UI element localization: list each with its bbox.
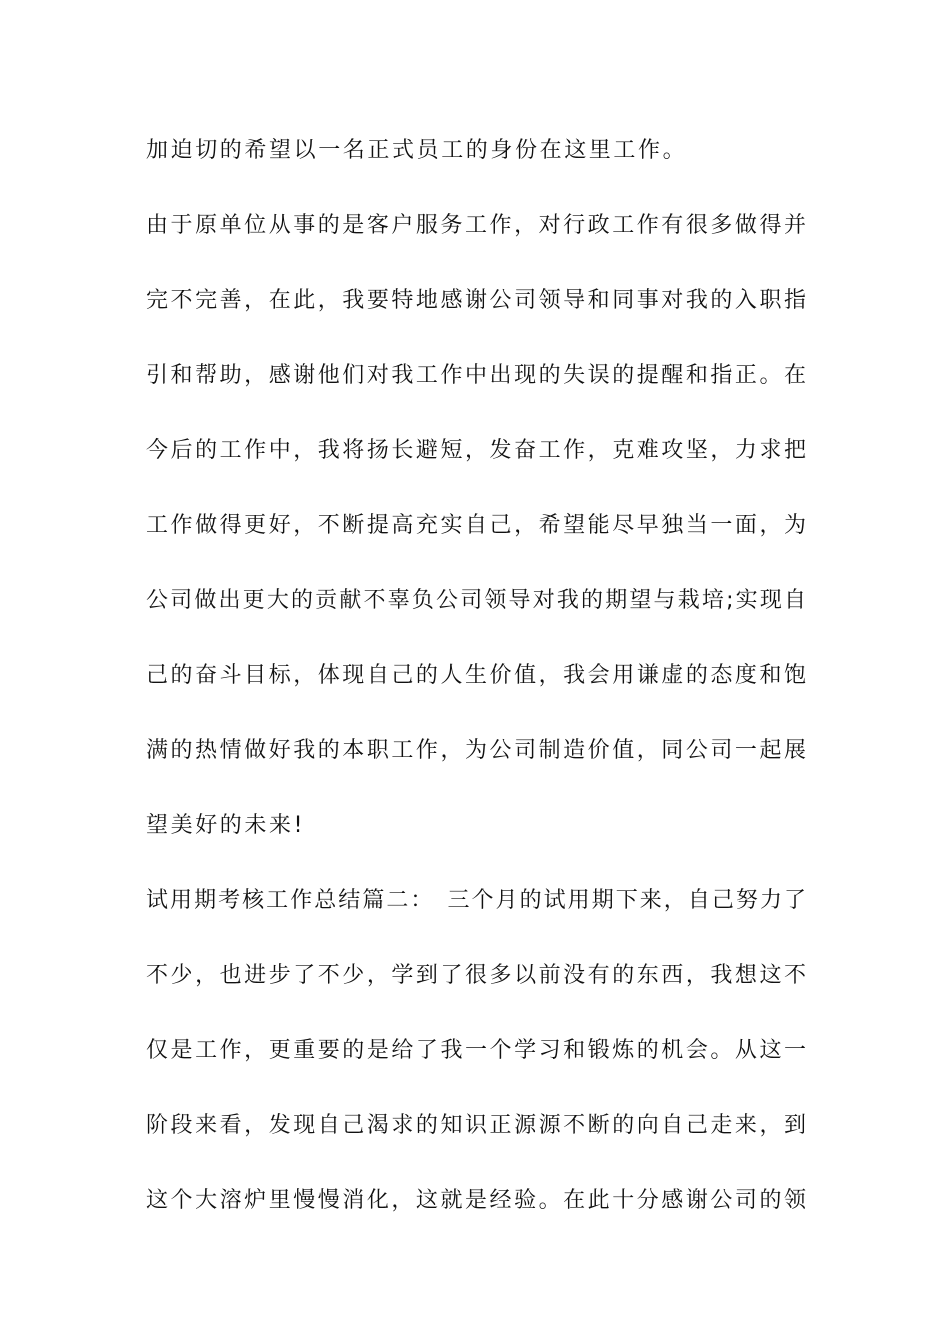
section-heading-line: 试用期考核工作总结篇二： 三个月的试用期下来，自己努力了 <box>146 888 806 913</box>
text-line: 公司做出更大的贡献不辜负公司领导对我的期望与栽培;实现自 <box>146 588 806 613</box>
text-line: 工作做得更好，不断提高充实自己，希望能尽早独当一面，为 <box>146 513 806 538</box>
text-line: 加迫切的希望以一名正式员工的身份在这里工作。 <box>146 138 688 163</box>
text-line: 完不完善，在此，我要特地感谢公司领导和同事对我的入职指 <box>146 288 806 313</box>
text-line: 这个大溶炉里慢慢消化，这就是经验。在此十分感谢公司的领 <box>146 1188 806 1213</box>
text-line: 己的奋斗目标，体现自己的人生价值，我会用谦虚的态度和饱 <box>146 663 806 688</box>
text-line: 不少，也进步了不少，学到了很多以前没有的东西，我想这不 <box>146 963 806 988</box>
text-line: 引和帮助，感谢他们对我工作中出现的失误的提醒和指正。在 <box>146 363 806 388</box>
text-line: 满的热情做好我的本职工作，为公司制造价值，同公司一起展 <box>146 738 806 763</box>
text-line: 由于原单位从事的是客户服务工作，对行政工作有很多做得并 <box>146 213 806 238</box>
text-line: 今后的工作中，我将扬长避短，发奋工作，克难攻坚，力求把 <box>146 438 806 463</box>
text-line: 仅是工作，更重要的是给了我一个学习和锻炼的机会。从这一 <box>146 1038 806 1063</box>
text-line: 望美好的未来! <box>146 813 306 838</box>
text-line: 阶段来看，发现自己渴求的知识正源源不断的向自己走来，到 <box>146 1113 806 1138</box>
